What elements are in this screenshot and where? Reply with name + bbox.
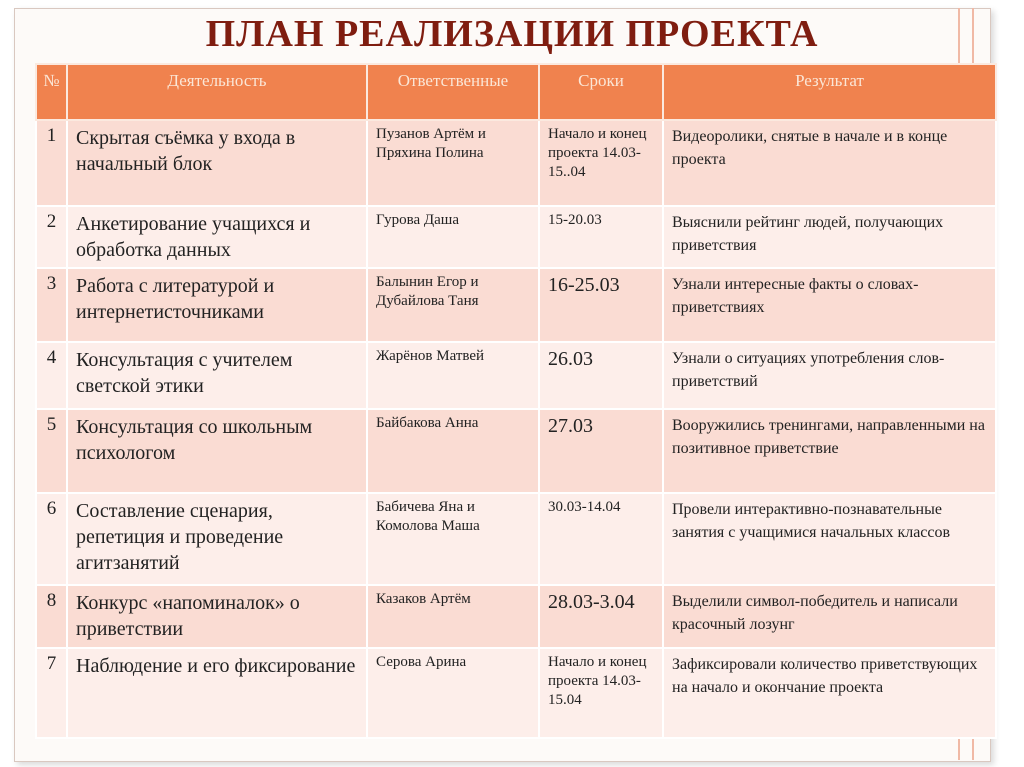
table-row [36, 120, 996, 206]
row-activity: Скрытая съёмка у входа в начальный блок [67, 120, 367, 206]
row-number: 4 [36, 342, 67, 409]
row-number: 8 [36, 585, 67, 648]
row-responsible: Бабичева Яна и Комолова Маша [367, 493, 539, 585]
row-responsible: Серова Арина [367, 648, 539, 738]
table-row [36, 648, 996, 738]
row-responsible: Жарёнов Матвей [367, 342, 539, 409]
row-number: 7 [36, 648, 67, 738]
row-result: Выяснили рейтинг людей, получающих приветствия [663, 206, 996, 268]
row-number: 3 [36, 268, 67, 342]
row-dates: 28.03-3.04 [539, 585, 663, 648]
row-activity: Наблюдение и его фиксирование [67, 648, 367, 738]
row-activity: Анкетирование учащихся и обработка данных [67, 206, 367, 268]
project-plan-table [35, 63, 997, 739]
row-result: Провели интерактивно-познавательные занятия с учащимися начальных классов [663, 493, 996, 585]
row-dates: 16-25.03 [539, 268, 663, 342]
row-result: Видеоролики, снятые в начале и в конце проекта [663, 120, 996, 206]
row-dates: Начало и конец проекта 14.03-15..04 [539, 120, 663, 206]
row-result: Узнали о ситуациях употребления слов-приветствий [663, 342, 996, 409]
page-title: ПЛАН РЕАЛИЗАЦИИ ПРОЕКТА [205, 13, 819, 55]
header-responsible: Ответственные [367, 64, 539, 120]
row-result: Зафиксировали количество приветствующих на начало и окончание проекта [663, 648, 996, 738]
row-responsible: Гурова Даша [367, 206, 539, 268]
row-result: Узнали интересные факты о словах-приветствиях [663, 268, 996, 342]
row-activity: Консультация со школьным психологом [67, 409, 367, 493]
header-activity: Деятельность [67, 64, 367, 120]
row-activity: Консультация с учителем светской этики [67, 342, 367, 409]
row-activity: Конкурс «напоминалок» о приветствии [67, 585, 367, 648]
row-responsible: Балынин Егор и Дубайлова Таня [367, 268, 539, 342]
row-dates: 26.03 [539, 342, 663, 409]
table-row [36, 585, 996, 648]
row-result: Выделили символ-победитель и написали красочный лозунг [663, 585, 996, 648]
row-dates: 30.03-14.04 [539, 493, 663, 585]
table-row [36, 493, 996, 585]
row-number: 6 [36, 493, 67, 585]
row-dates: 15-20.03 [539, 206, 663, 268]
row-activity: Работа с литературой и интернетисточниками [67, 268, 367, 342]
table-row [36, 342, 996, 409]
row-dates: Начало и конец проекта 14.03-15.04 [539, 648, 663, 738]
row-responsible: Пузанов Артём и Пряхина Полина [367, 120, 539, 206]
table-header-row [36, 64, 996, 120]
table-row [36, 268, 996, 342]
row-responsible: Байбакова Анна [367, 409, 539, 493]
row-number: 1 [36, 120, 67, 206]
table-row [36, 206, 996, 268]
row-number: 5 [36, 409, 67, 493]
row-activity: Составление сценария, репетиция и проведение агитзанятий [67, 493, 367, 585]
header-result: Результат [663, 64, 996, 120]
header-dates: Сроки [539, 64, 663, 120]
table-row [36, 409, 996, 493]
row-responsible: Казаков Артём [367, 585, 539, 648]
row-result: Вооружились тренингами, направленными на позитивное приветствие [663, 409, 996, 493]
row-dates: 27.03 [539, 409, 663, 493]
header-number: № [36, 64, 67, 120]
row-number: 2 [36, 206, 67, 268]
